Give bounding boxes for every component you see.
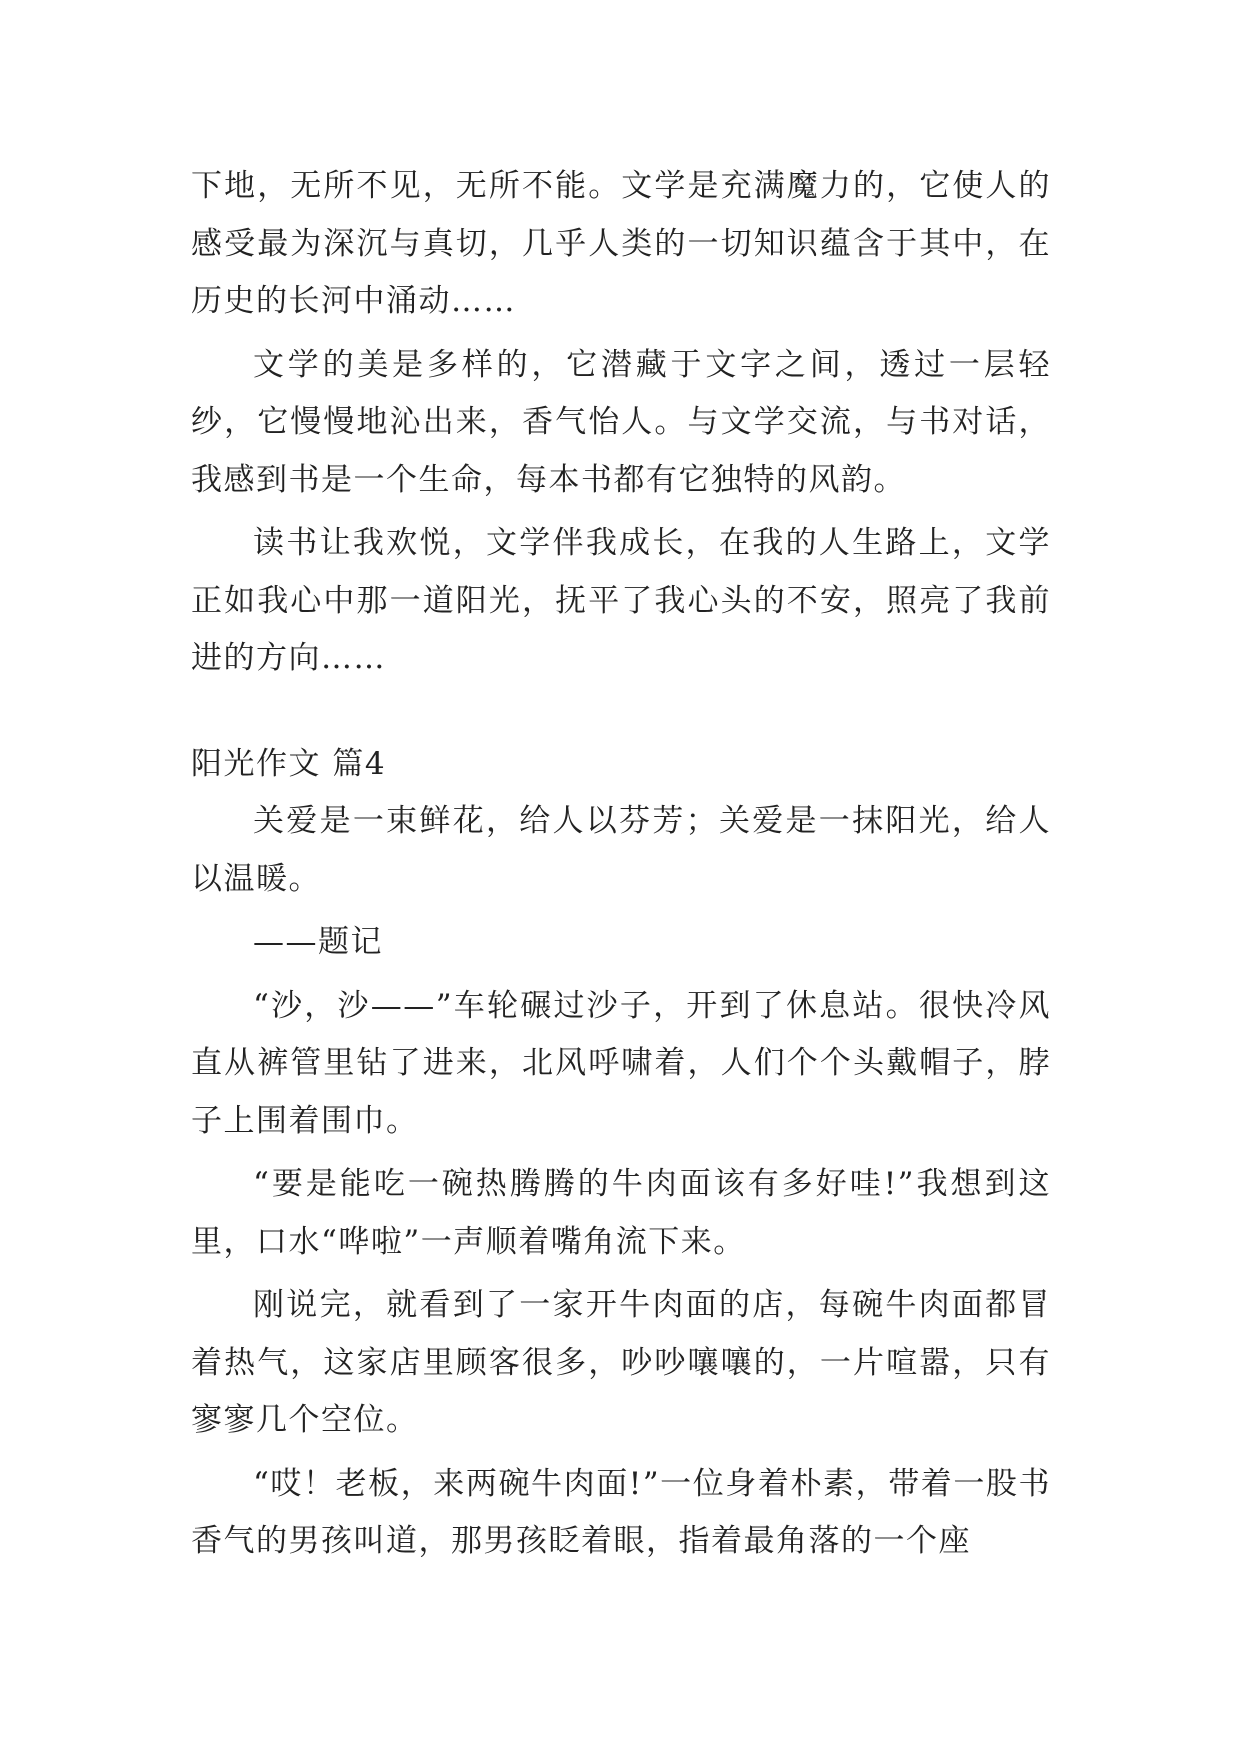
paragraph-literature-beauty: 文学的美是多样的，它潜藏于文字之间，透过一层轻纱，它慢慢地沁出来，香气怡人。与文学交流，与书对话，我感到书是一个生命，每本书都有它独特的风韵。 bbox=[191, 346, 1051, 498]
essay-heading: 阳光作文 篇4 bbox=[191, 745, 387, 782]
paragraph-noodle-shop: 刚说完，就看到了一家开牛肉面的店，每碗牛肉面都冒着热气，这家店里顾客很多，吵吵嚷嚷的，一片喧嚣，只有寥寥几个空位。 bbox=[191, 1287, 1051, 1438]
paragraph-boy-orders: “哎！老板，来两碗牛肉面!”一位身着朴素，带着一股书香气的男孩叫道，那男孩眨着眼，指着最角落的一个座 bbox=[191, 1465, 1051, 1559]
document-body bbox=[191, 158, 1051, 1577]
paragraph-reading-joy: 读书让我欢悦，文学伴我成长，在我的人生路上，文学正如我心中那一道阳光，抚平了我心头的不安，照亮了我前进的方向…… bbox=[191, 525, 1051, 676]
paragraph-care-epigraph: 关爱是一束鲜花，给人以芬芳；关爱是一抹阳光，给人以温暖。 bbox=[191, 803, 1051, 897]
paragraph-beef-noodle-wish: “要是能吃一碗热腾腾的牛肉面该有多好哇!”我想到这里，口水“哗啦”一声顺着嘴角流下来。 bbox=[191, 1166, 1051, 1260]
paragraph-literature-power: 下地，无所不见，无所不能。文学是充满魔力的，它使人的感受最为深沉与真切，几乎人类的一切知识蕴含于其中，在历史的长河中涌动…… bbox=[191, 168, 1051, 319]
paragraph-epigraph-note: ——题记 bbox=[253, 924, 383, 960]
paragraph-rest-stop: “沙，沙——”车轮碾过沙子，开到了休息站。很快冷风直从裤管里钻了进来，北风呼啸着，人们个个头戴帽子，脖子上围着围巾。 bbox=[191, 987, 1051, 1139]
